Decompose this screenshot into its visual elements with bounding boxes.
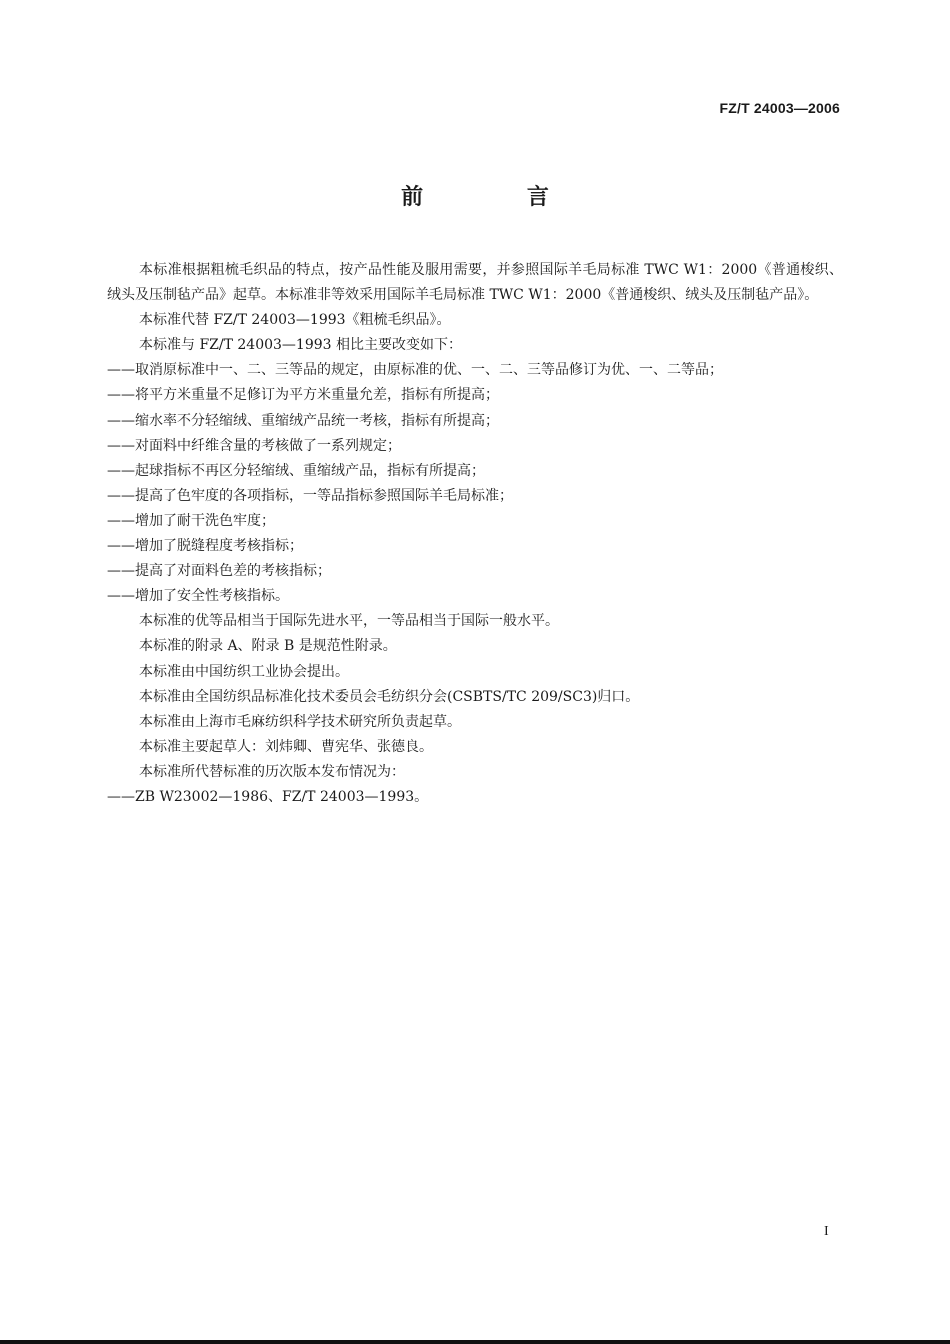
change-item: ——起球指标不再区分轻缩绒、重缩绒产品，指标有所提高；	[107, 462, 485, 479]
change-item: ——增加了脱缝程度考核指标；	[107, 538, 303, 555]
change-item: ——取消原标准中一、二、三等品的规定，由原标准的优、一、二、三等品修订为优、一、二等品；	[107, 362, 723, 379]
change-item: ——将平方米重量不足修订为平方米重量允差，指标有所提高；	[107, 387, 499, 404]
change-item: ——对面料中纤维含量的考核做了一系列规定；	[107, 437, 401, 454]
paragraph-drafted-by: 本标准由上海市毛麻纺织科学技术研究所负责起草。	[139, 713, 461, 730]
bottom-rule	[0, 1340, 950, 1344]
paragraph-proposed-by: 本标准由中国纺织工业协会提出。	[139, 663, 349, 680]
paragraph-history-intro: 本标准所代替标准的历次版本发布情况为：	[139, 763, 405, 780]
page-number: I	[824, 1224, 829, 1239]
history-item: ——ZB W23002—1986、FZ/T 24003—1993。	[107, 788, 429, 805]
paragraph-drafters: 本标准主要起草人：刘炜卿、曹宪华、张德良。	[139, 738, 433, 755]
change-item: ——缩水率不分轻缩绒、重缩绒产品统一考核，指标有所提高；	[107, 412, 499, 429]
change-item: ——增加了耐干洗色牢度；	[107, 512, 275, 529]
paragraph-appendix: 本标准的附录 A、附录 B 是规范性附录。	[139, 638, 397, 655]
paragraph-administered-by: 本标准由全国纺织品标准化技术委员会毛纺织分会(CSBTS/TC 209/SC3)归口。	[139, 688, 640, 705]
change-item: ——提高了色牢度的各项指标，一等品指标参照国际羊毛局标准；	[107, 487, 513, 504]
change-item: ——提高了对面料色差的考核指标；	[107, 563, 331, 580]
change-item: ——增加了安全性考核指标。	[107, 588, 289, 605]
page-title: 前 言	[401, 185, 597, 210]
standard-code: FZ/T 24003—2006	[719, 100, 840, 116]
paragraph-grade-level: 本标准的优等品相当于国际先进水平，一等品相当于国际一般水平。	[139, 613, 559, 630]
paragraph-replaces: 本标准代替 FZ/T 24003—1993《粗梳毛织品》。	[139, 312, 451, 329]
paragraph-changes-intro: 本标准与 FZ/T 24003—1993 相比主要改变如下：	[139, 337, 463, 354]
foreword-body	[107, 258, 843, 810]
paragraph-basis: 本标准根据粗梳毛织品的特点，按产品性能及服用需要，并参照国际羊毛局标准 TWC W1：2000《普通梭织、绒头及压制毡产品》起草。本标准非等效采用国际羊毛局标准 TWC W1：2000《普通梭织、绒头及压制毡产品》。	[107, 262, 843, 304]
